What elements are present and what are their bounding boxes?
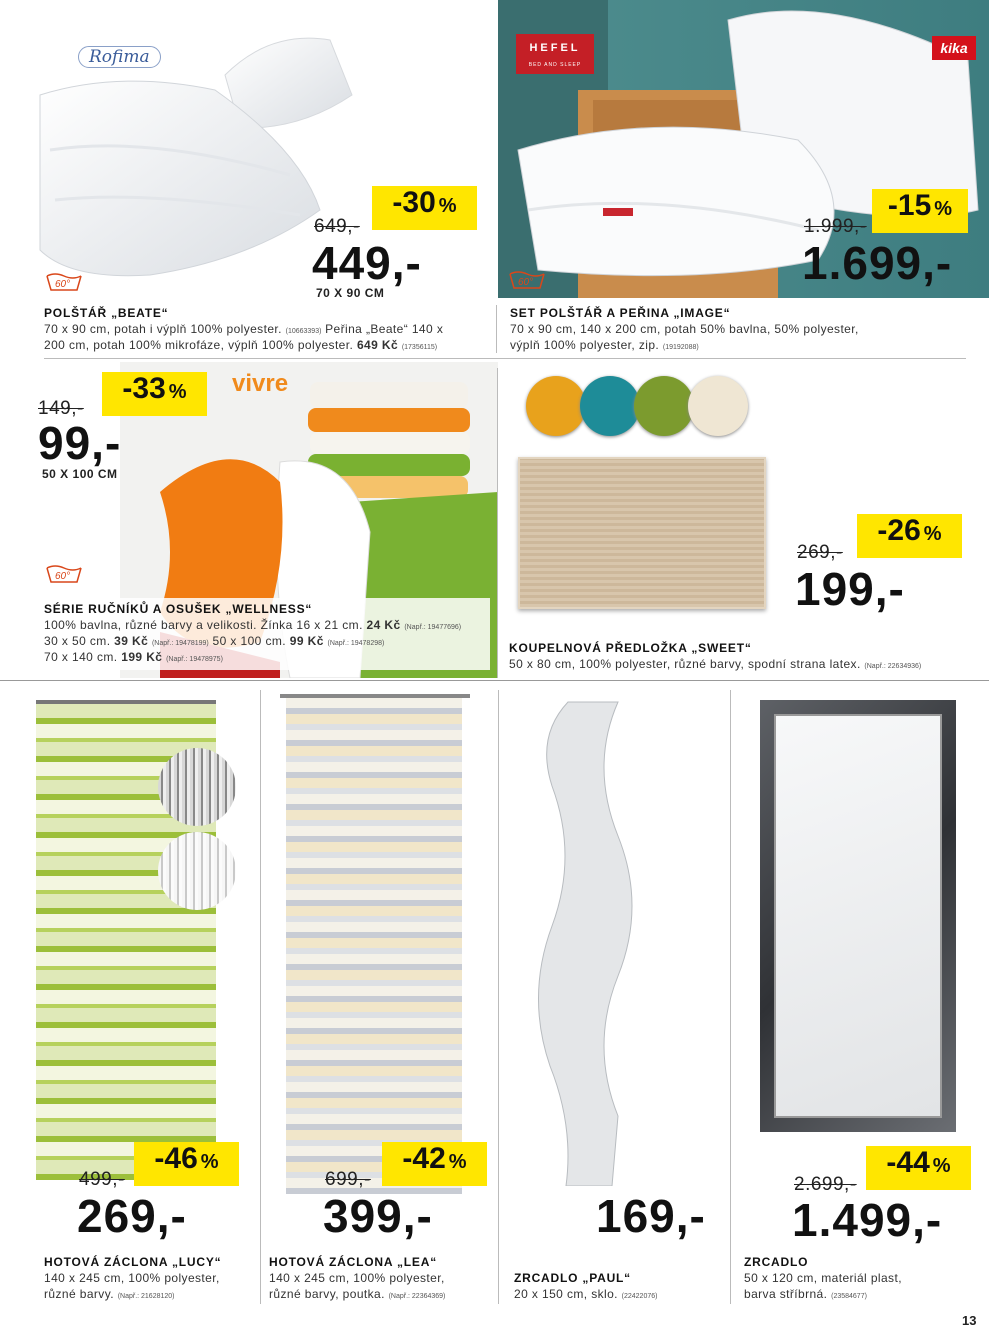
sweet-discount-badge: -26 % bbox=[857, 514, 962, 558]
divider bbox=[44, 358, 966, 359]
svg-text:60°: 60° bbox=[55, 279, 71, 290]
mirror-discount-badge: -44 % bbox=[866, 1146, 971, 1190]
image-discount-badge: -15 % bbox=[872, 189, 968, 233]
lea-desc-2: různé barvy, poutka. (Např.: 22364369) bbox=[269, 1287, 446, 1301]
wellness-desc-3: 70 x 140 cm. 199 Kč (Např.: 19478975) bbox=[44, 650, 223, 664]
beate-size: 70 X 90 CM bbox=[316, 286, 385, 300]
divider bbox=[0, 680, 989, 681]
beate-desc-1: 70 x 90 cm, potah i výplň 100% polyester. (10663393) Peřina „Beate“ 140 x bbox=[44, 322, 444, 336]
sweet-desc: 50 x 80 cm, 100% polyester, různé barvy, spodní strana latex. (Např.: 22634936) bbox=[509, 657, 922, 671]
paul-title: ZRCADLO „PAUL“ bbox=[514, 1271, 631, 1285]
bath-mat-image bbox=[518, 457, 766, 609]
lucy-detail-grey bbox=[158, 748, 236, 826]
mirror-desc-2: barva stříbrná. (23584677) bbox=[744, 1287, 867, 1301]
rofima-logo: Rofima bbox=[78, 46, 161, 68]
product-image bbox=[498, 0, 989, 355]
wellness-desc-2: 30 x 50 cm. 39 Kč (Např.: 19478199) 50 x 100 cm. 99 Kč (Např.: 19478298) bbox=[44, 634, 385, 648]
divider bbox=[730, 690, 731, 1304]
divider bbox=[260, 690, 261, 1304]
product-mirror bbox=[730, 686, 989, 1306]
product-paul bbox=[500, 686, 730, 1306]
swatch-teal bbox=[580, 376, 640, 436]
lea-discount-badge: -42 % bbox=[382, 1142, 487, 1186]
lea-old-price: 699,- bbox=[325, 1169, 371, 1190]
lucy-desc-2: různé barvy. (Např.: 21628120) bbox=[44, 1287, 175, 1301]
product-wellness bbox=[0, 362, 498, 678]
lucy-desc-1: 140 x 245 cm, 100% polyester, bbox=[44, 1271, 220, 1285]
beate-discount-badge: -30 % bbox=[372, 186, 477, 230]
product-sweet bbox=[500, 362, 989, 678]
svg-text:60°: 60° bbox=[518, 277, 534, 288]
lea-desc-1: 140 x 245 cm, 100% polyester, bbox=[269, 1271, 445, 1285]
lea-new-price: 399,- bbox=[323, 1190, 433, 1242]
beate-desc-2: 200 cm, potah 100% mikrofáze, výplň 100% polyester. 649 Kč (17356115) bbox=[44, 338, 438, 352]
lea-curtain-image bbox=[286, 698, 462, 1194]
beate-new-price: 449,- bbox=[312, 237, 422, 289]
image-desc-1: 70 x 90 cm, 140 x 200 cm, potah 50% bavlna, 50% polyester, bbox=[510, 322, 859, 336]
lucy-detail-white bbox=[158, 832, 236, 910]
swatch-green bbox=[634, 376, 694, 436]
image-title: SET POLŠTÁŘ A PEŘINA „IMAGE“ bbox=[510, 306, 731, 320]
svg-text:60°: 60° bbox=[55, 571, 71, 582]
wellness-desc-1: 100% bavlna, různé barvy a velikosti. Žínka 16 x 21 cm. 24 Kč (Např.: 19477696) bbox=[44, 618, 462, 632]
wash-60-icon bbox=[508, 268, 546, 290]
lucy-discount-badge: -46 % bbox=[134, 1142, 239, 1186]
page-number: 13 bbox=[962, 1313, 977, 1328]
mirror-image bbox=[760, 700, 956, 1132]
wellness-discount-badge: -33 % bbox=[102, 372, 207, 416]
mirror-title: ZRCADLO bbox=[744, 1255, 809, 1269]
divider bbox=[498, 690, 499, 1304]
divider bbox=[497, 368, 498, 678]
mirror-old-price: 2.699,- bbox=[794, 1174, 857, 1195]
sweet-new-price: 199,- bbox=[795, 563, 905, 615]
product-lea bbox=[260, 686, 498, 1306]
swatch-cream bbox=[688, 376, 748, 436]
swatch-orange bbox=[526, 376, 586, 436]
sweet-old-price: 269,- bbox=[797, 542, 843, 563]
wash-60-icon bbox=[45, 270, 83, 292]
wellness-old-price: 149,- bbox=[38, 398, 84, 419]
wave-mirror-image bbox=[500, 686, 730, 1186]
lucy-title: HOTOVÁ ZÁCLONA „LUCY“ bbox=[44, 1255, 222, 1269]
lea-title: HOTOVÁ ZÁCLONA „LEA“ bbox=[269, 1255, 437, 1269]
wellness-size: 50 X 100 CM bbox=[42, 467, 118, 481]
product-lucy bbox=[0, 686, 258, 1306]
wellness-title: SÉRIE RUČNÍKŮ A OSUŠEK „WELLNESS“ bbox=[44, 602, 313, 616]
color-swatches bbox=[526, 376, 756, 440]
kika-logo: kika bbox=[932, 36, 976, 60]
paul-desc: 20 x 150 cm, sklo. (22422076) bbox=[514, 1287, 658, 1301]
lucy-new-price: 269,- bbox=[77, 1190, 187, 1242]
vivre-logo: vivre bbox=[232, 370, 289, 397]
image-old-price: 1.999,- bbox=[804, 216, 867, 237]
mirror-glass bbox=[774, 714, 942, 1118]
image-new-price: 1.699,- bbox=[802, 237, 953, 289]
sweet-title: KOUPELNOVÁ PŘEDLOŽKA „SWEET“ bbox=[509, 641, 752, 655]
paul-price: 169,- bbox=[596, 1190, 706, 1242]
mirror-desc-1: 50 x 120 cm, materiál plast, bbox=[744, 1271, 902, 1285]
hefel-logo: HEFEL BED AND SLEEP bbox=[516, 34, 594, 74]
beate-title: POLŠTÁŘ „BEATE“ bbox=[44, 306, 169, 320]
divider bbox=[496, 305, 497, 353]
product-beate bbox=[0, 0, 494, 355]
wellness-new-price: 99,- bbox=[38, 417, 122, 469]
mirror-new-price: 1.499,- bbox=[792, 1194, 943, 1246]
beate-old-price: 649,- bbox=[314, 216, 360, 237]
lucy-old-price: 499,- bbox=[79, 1169, 125, 1190]
image-desc-2: výplň 100% polyester, zip. (19192088) bbox=[510, 338, 699, 352]
wash-60-icon bbox=[45, 562, 83, 584]
